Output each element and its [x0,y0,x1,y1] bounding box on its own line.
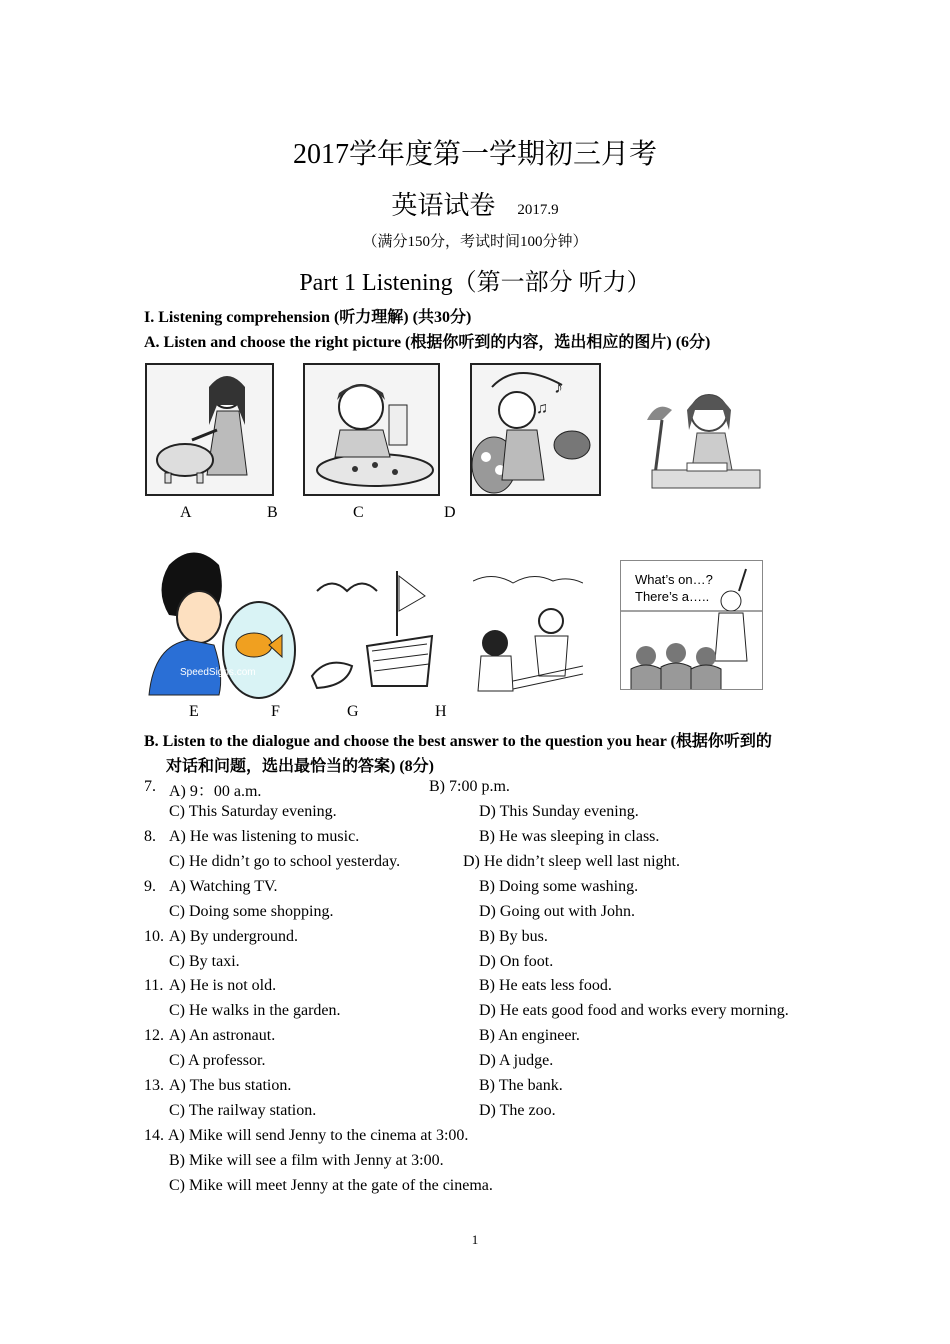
exam-date: 2017.9 [517,202,559,218]
page-number: 1 [471,1232,479,1247]
picture-f-birds-ship [307,566,437,694]
option-d: D) A judge. [479,1052,554,1069]
option-b: B) By bus. [479,928,548,945]
section-b-heading-line1: B. Listen to the dialogue and choose the best answer to the question you hear (根据你听到的 [144,733,772,750]
picture-a-girl-piggy-bank [145,363,274,496]
option-a: A) Mike will send Jenny to the cinema at 3:00. [168,1127,469,1144]
picture-h-classroom [620,560,763,690]
option-a: A) An astronaut. [169,1027,276,1044]
picture-label-a: A [180,504,192,521]
part-heading: Part 1 Listening（第一部分 听力） [299,270,651,296]
option-b: B) Doing some washing. [479,878,639,895]
picture-b-boy-eating-pizza [303,363,440,496]
option-c: C) A professor. [169,1052,266,1069]
question-number: 10. [144,928,164,945]
exam-note: （满分150分，考试时间100分钟） [362,234,588,250]
option-d: D) Going out with John. [479,903,635,920]
exam-subtitle [0,185,950,222]
option-a: A) By underground. [169,928,299,945]
exam-title: 2017学年度第一学期初三月考 [292,139,657,170]
svg-text:♪: ♪ [554,377,563,397]
section-i-heading: I. Listening comprehension (听力理解) (共30分) [144,309,472,326]
option-b: B) 7:00 p.m. [429,778,510,795]
option-a: A) He was listening to music. [169,828,360,845]
picture-d-girl-writing [637,375,761,495]
option-b: B) He was sleeping in class. [479,828,660,845]
picture-g-swimmers [473,571,583,694]
option-d: D) On foot. [479,953,554,970]
option-c: C) By taxi. [169,953,240,970]
option-c: C) He walks in the garden. [169,1002,341,1019]
option-d: D) He didn’t sleep well last night. [463,853,680,870]
option-c: C) This Saturday evening. [169,803,337,820]
question-number: 13. [144,1077,164,1094]
option-c: C) The railway station. [169,1102,317,1119]
picture-label-e: E [189,703,199,720]
option-c: C) He didn’t go to school yesterday. [169,853,401,870]
option-b: B) Mike will see a film with Jenny at 3:00. [169,1152,444,1169]
question-number: 14. [144,1127,164,1144]
section-a-heading: A. Listen and choose the right picture (根据你听到的内容，选出相应的图片) (6分) [144,334,711,351]
picture-e-girl-goldfish [144,545,296,700]
picture-label-g: G [347,703,359,720]
option-b: B) An engineer. [479,1027,580,1044]
option-b: B) He eats less food. [479,977,612,994]
option-a: A) He is not old. [169,977,277,994]
option-d: D) This Sunday evening. [479,803,639,820]
question-number: 9. [144,878,156,895]
svg-text:♫: ♫ [536,400,548,417]
picture-c-listening-to-music [470,363,601,496]
subtitle-text: 英语试卷 [391,191,496,220]
section-b-heading-line2: 对话和问题，选出最恰当的答案) (8分) [166,758,434,775]
option-c: C) Doing some shopping. [169,903,334,920]
picture-label-d: D [444,504,456,521]
question-number: 11. [144,977,164,994]
option-a: A) 9：00 a.m. [169,783,262,800]
picture-h-text-line1: What’s on…? [635,572,713,587]
question-number: 8. [144,828,156,845]
option-b: B) The bank. [479,1077,563,1094]
option-a: A) The bus station. [169,1077,292,1094]
question-number: 12. [144,1027,164,1044]
picture-h-text-line2: There’s a….. [635,589,710,604]
option-d: D) The zoo. [479,1102,556,1119]
question-number: 7. [144,778,156,795]
picture-e-watermark: SpeedSigns.com [180,667,256,678]
option-d: D) He eats good food and works every morning. [479,1002,789,1019]
option-c: C) Mike will meet Jenny at the gate of the cinema. [169,1177,493,1194]
picture-label-c: C [353,504,364,521]
picture-label-b: B [267,504,278,521]
option-a: A) Watching TV. [169,878,278,895]
picture-label-f: F [271,703,280,720]
picture-label-h: H [435,703,447,720]
